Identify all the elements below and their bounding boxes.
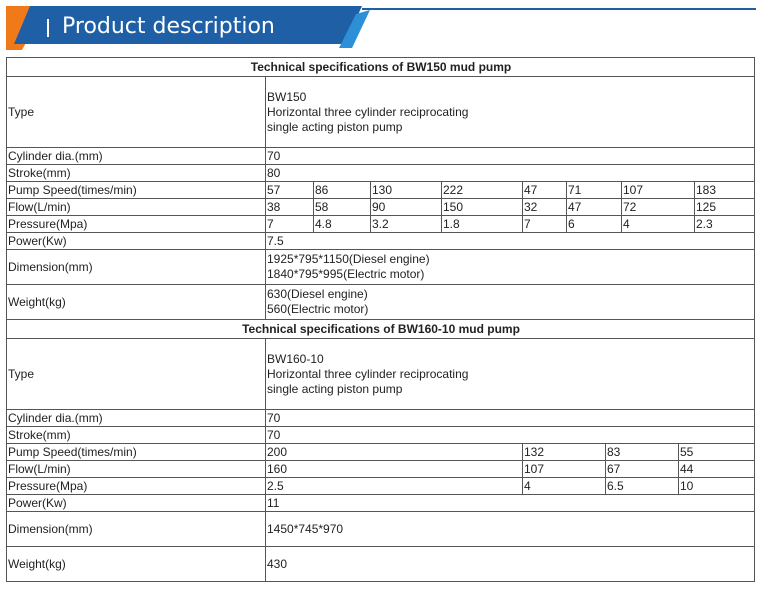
cell-value: 2.3: [695, 216, 755, 233]
cell-value: 1.8: [442, 216, 523, 233]
type-line: single acting piston pump: [267, 119, 403, 134]
cell-value: 3.2: [371, 216, 442, 233]
spec-row-cylinder: [7, 410, 755, 427]
cell-value: 70: [266, 148, 755, 165]
dimension-value: [266, 250, 755, 285]
row-label: Weight(kg): [7, 547, 266, 582]
cell-value: 71: [567, 182, 622, 199]
type-value: [266, 77, 755, 148]
cell-value: 10: [679, 478, 755, 495]
row-label: Power(Kw): [7, 495, 266, 512]
type-line: Horizontal three cylinder reciprocating: [267, 104, 469, 119]
cell-value: 72: [622, 199, 695, 216]
type-line: BW150: [267, 89, 307, 104]
spec-row-flow: [7, 461, 755, 478]
type-line: single acting piston pump: [267, 381, 403, 396]
weight-line: 560(Electric motor): [267, 302, 369, 316]
banner-rule: [362, 8, 756, 10]
row-label: Flow(L/min): [7, 461, 266, 478]
cell-value: 90: [371, 199, 442, 216]
row-label: Weight(kg): [7, 285, 266, 320]
banner-divider: [47, 19, 49, 37]
table-title-row: [7, 58, 755, 77]
cell-value: 44: [679, 461, 755, 478]
spec-row-dimension: [7, 250, 755, 285]
row-label: Dimension(mm): [7, 512, 266, 547]
spec-row-cylinder: [7, 148, 755, 165]
dimension-line: 1840*795*995(Electric motor): [267, 267, 425, 281]
cell-value: 47: [567, 199, 622, 216]
cell-value: 70: [266, 410, 755, 427]
table-title: Technical specifications of BW160-10 mud pump: [7, 320, 755, 339]
cell-value: 70: [266, 427, 755, 444]
spec-row-pressure: [7, 216, 755, 233]
spec-row-speed: [7, 182, 755, 199]
type-value: [266, 339, 755, 410]
cell-value: 160: [266, 461, 523, 478]
cell-value: 32: [523, 199, 567, 216]
cell-value: 55: [679, 444, 755, 461]
spec-row-flow: [7, 199, 755, 216]
cell-value: 132: [523, 444, 606, 461]
row-label: Stroke(mm): [7, 165, 266, 182]
cell-value: 38: [266, 199, 314, 216]
spec-row-pressure: [7, 478, 755, 495]
cell-value: 107: [622, 182, 695, 199]
row-label: Power(Kw): [7, 233, 266, 250]
cell-value: 1450*745*970: [266, 512, 755, 547]
spec-row-weight: [7, 285, 755, 320]
cell-value: 58: [314, 199, 371, 216]
cell-value: 200: [266, 444, 523, 461]
table-title: Technical specifications of BW150 mud pump: [7, 58, 755, 77]
cell-value: 7: [523, 216, 567, 233]
spec-table: [6, 57, 755, 582]
spec-row-stroke: [7, 165, 755, 182]
row-label: Pump Speed(times/min): [7, 182, 266, 199]
cell-value: 183: [695, 182, 755, 199]
cell-value: 67: [606, 461, 679, 478]
spec-row-power: [7, 233, 755, 250]
row-label: Cylinder dia.(mm): [7, 410, 266, 427]
spec-row-weight: [7, 547, 755, 582]
spec-row-power: [7, 495, 755, 512]
cell-value: 80: [266, 165, 755, 182]
cell-value: 150: [442, 199, 523, 216]
cell-value: 4: [622, 216, 695, 233]
cell-value: 47: [523, 182, 567, 199]
row-label: Flow(L/min): [7, 199, 266, 216]
cell-value: 6: [567, 216, 622, 233]
row-label: Cylinder dia.(mm): [7, 148, 266, 165]
spec-row-stroke: [7, 427, 755, 444]
row-label: Pressure(Mpa): [7, 478, 266, 495]
cell-value: 430: [266, 547, 755, 582]
weight-line: 630(Diesel engine): [267, 287, 368, 301]
type-line: BW160-10: [267, 351, 324, 366]
cell-value: 4.8: [314, 216, 371, 233]
cell-value: 6.5: [606, 478, 679, 495]
cell-value: 130: [371, 182, 442, 199]
spec-row-speed: [7, 444, 755, 461]
row-label: Stroke(mm): [7, 427, 266, 444]
cell-value: 86: [314, 182, 371, 199]
cell-value: 57: [266, 182, 314, 199]
page-title: Product description: [62, 14, 275, 39]
type-line: Horizontal three cylinder reciprocating: [267, 366, 469, 381]
cell-value: 107: [523, 461, 606, 478]
cell-value: 7.5: [266, 233, 755, 250]
cell-value: 222: [442, 182, 523, 199]
row-label: Type: [7, 77, 266, 148]
cell-value: 83: [606, 444, 679, 461]
weight-value: [266, 285, 755, 320]
row-label: Pressure(Mpa): [7, 216, 266, 233]
cell-value: 7: [266, 216, 314, 233]
cell-value: 11: [266, 495, 755, 512]
spec-row-type: [7, 77, 755, 148]
row-label: Dimension(mm): [7, 250, 266, 285]
spec-row-dimension: [7, 512, 755, 547]
row-label: Pump Speed(times/min): [7, 444, 266, 461]
table-title-row: [7, 320, 755, 339]
row-label: Type: [7, 339, 266, 410]
cell-value: 4: [523, 478, 606, 495]
dimension-line: 1925*795*1150(Diesel engine): [267, 252, 430, 266]
cell-value: 125: [695, 199, 755, 216]
spec-row-type: [7, 339, 755, 410]
cell-value: 2.5: [266, 478, 523, 495]
section-banner: [0, 0, 761, 52]
